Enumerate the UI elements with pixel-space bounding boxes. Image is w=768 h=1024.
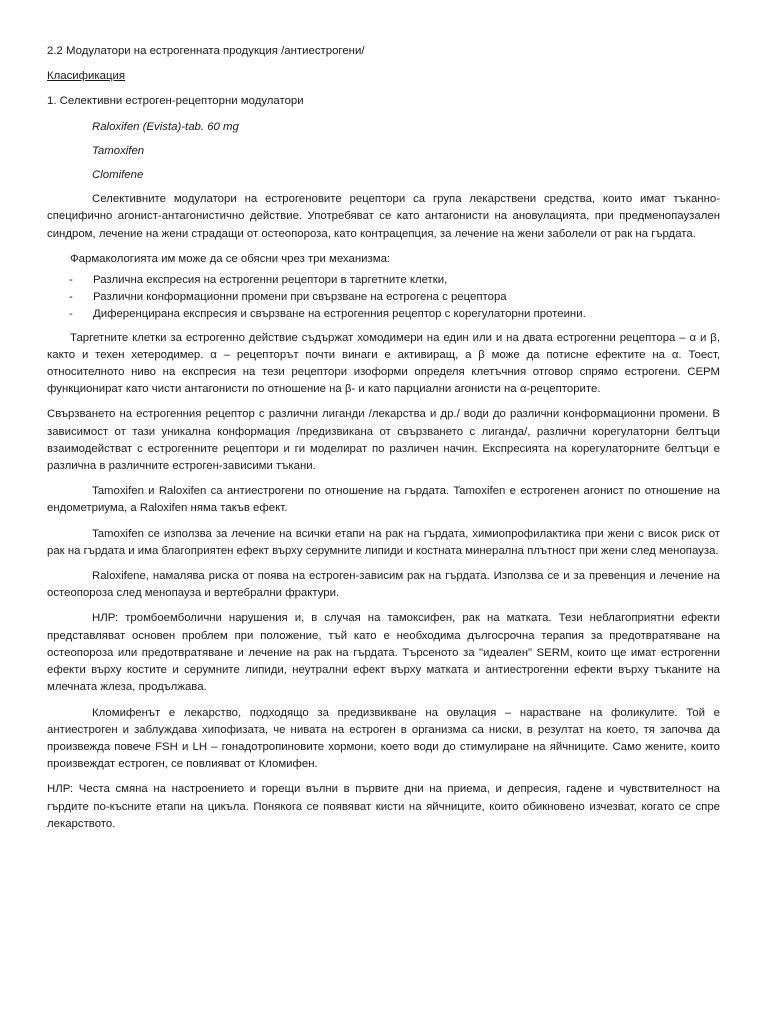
paragraph-receptor-binding: Свързването на естрогенния рецептор с различни лиганди /лекарства и др./ води до различни конформационни промени. В зависимост от тази уникална конформация /предизвикана от свързването с лиганда/, различни корегулаторни белтъци взаимодействат с естрогенните рецептори и ги моделират по различен начин. Експресията на корегулаторните белтъци е различна в различните естроген-зависими тъкани.: [47, 408, 720, 473]
paragraph-pharmacology-intro: Фармакологията им може да се обясни чрез три механизма:: [70, 252, 391, 265]
group-title: 1. Селективни естроген-рецепторни модулатори: [47, 95, 304, 108]
paragraph-tamoxifen-raloxifen: Tamoxifen и Raloxifen са антиестрогени по отношение на гърдата. Tamoxifen е естрогенен агонист по отношение на ендометриума, а Raloxifen няма такъв ефект.: [47, 485, 720, 515]
drug-item-clomifene: Clomifene: [92, 169, 144, 182]
paragraph-clomifene: Кломифенът е лекарство, подходящо за предизвикване на овулация – нарастване на фоликулите. Той е антиестроген и заблуждава хипофизата, че нивата на естроген в организма са ниски, в резултат на което, тя започва да произвежда повече FSH и LH – гонадотропиновите хормони, което води до стимулиране на яйчниците. Само жените, които произвеждат естроген, се повлияват от Кломифен.: [47, 706, 720, 771]
section-heading: 2.2 Модулатори на естрогенната продукция /антиестрогени/: [47, 45, 365, 57]
paragraph-adverse-effects-clomifene: НЛР: Честа смяна на настроението и горещи вълни в първите дни на приема, и депресия, гадене и чувствителност на гърдите по-късните етапи на цикъла. Понякога се появяват кисти на яйчниците, които обикновено изчезват, когато се спре лекарството.: [47, 783, 720, 830]
drug-item-tamoxifen: Tamoxifen: [92, 144, 145, 157]
mechanism-item: - Различна експресия на естрогенни рецептори в таргетните клетки,: [69, 274, 448, 287]
paragraph-serm-intro: Селективните модулатори на естрогеновите рецептори са група лекарствени средства, които имат тъканно-специфично агонист-антагонистично действие. Употребяват се като антагонисти на ановулацията, при предменопаузален синдром, лечение на жени страдащи от остеопороза, като контрацепция, за лечение на жени заболели от рак на гърдата.: [47, 193, 720, 240]
paragraph-tamoxifen: Tamoxifen се използва за лечение на всички етапи на рак на гърдата, химиопрофилактика при жени с висок риск от рак на гърдата и има благоприятен ефект върху серумните липиди и костната минерална плътност при жени след менопауза.: [47, 527, 720, 557]
mechanism-item: - Диференцирана експресия и свързване на естрогенния рецептор с корегулаторни протеини.: [69, 308, 586, 321]
mechanism-list: [47, 272, 720, 324]
paragraph-target-cells: Таргетните клетки за естрогенно действие съдържат хомодимери на един или и на двата естрогенни рецептора – α и β, както и техен хетеродимер. α – рецепторът почти винаги е активиращ, а β може да потисне ефектите на α. Тоест, относителното ниво на експресия на тези рецептори изоформи определя клетъчния отговор спрямо естрогени. СЕРМ функционират като чисти антагонисти по отношение на β- и като парциални агонисти на α-рецепторите.: [47, 331, 720, 396]
paragraph-raloxifene: Raloxifene, намалява риска от поява на естроген-зависим рак на гърдата. Използва се и за превенция и лечение на остеопороза след менопауза и вертебрални фрактури.: [47, 570, 720, 600]
mechanism-item: - Различни конформационни промени при свързване на естрогена с рецептора: [69, 291, 507, 304]
classification-label: Класификация: [47, 70, 126, 83]
paragraph-adverse-effects-serm: НЛР: тромбоемболични нарушения и, в случая на тамоксифен, рак на матката. Тези неблагоприятни ефекти представляват основен проблем при положение, тъй като е необходима дългосрочна терапия за предотвратяване на остеопороза или предотвратяване и лечение на рак на гърдата. Търсеното за "идеален" SERM, които ще имат естрогенни ефекти върху костите и серумните липиди, неутрални ефект върху матката и антиестрогенни ефекти върху тъканите на млечната жлеза, продължава.: [47, 612, 720, 694]
drug-item-raloxifen: Raloxifen (Evista)-tab. 60 mg: [92, 120, 239, 133]
